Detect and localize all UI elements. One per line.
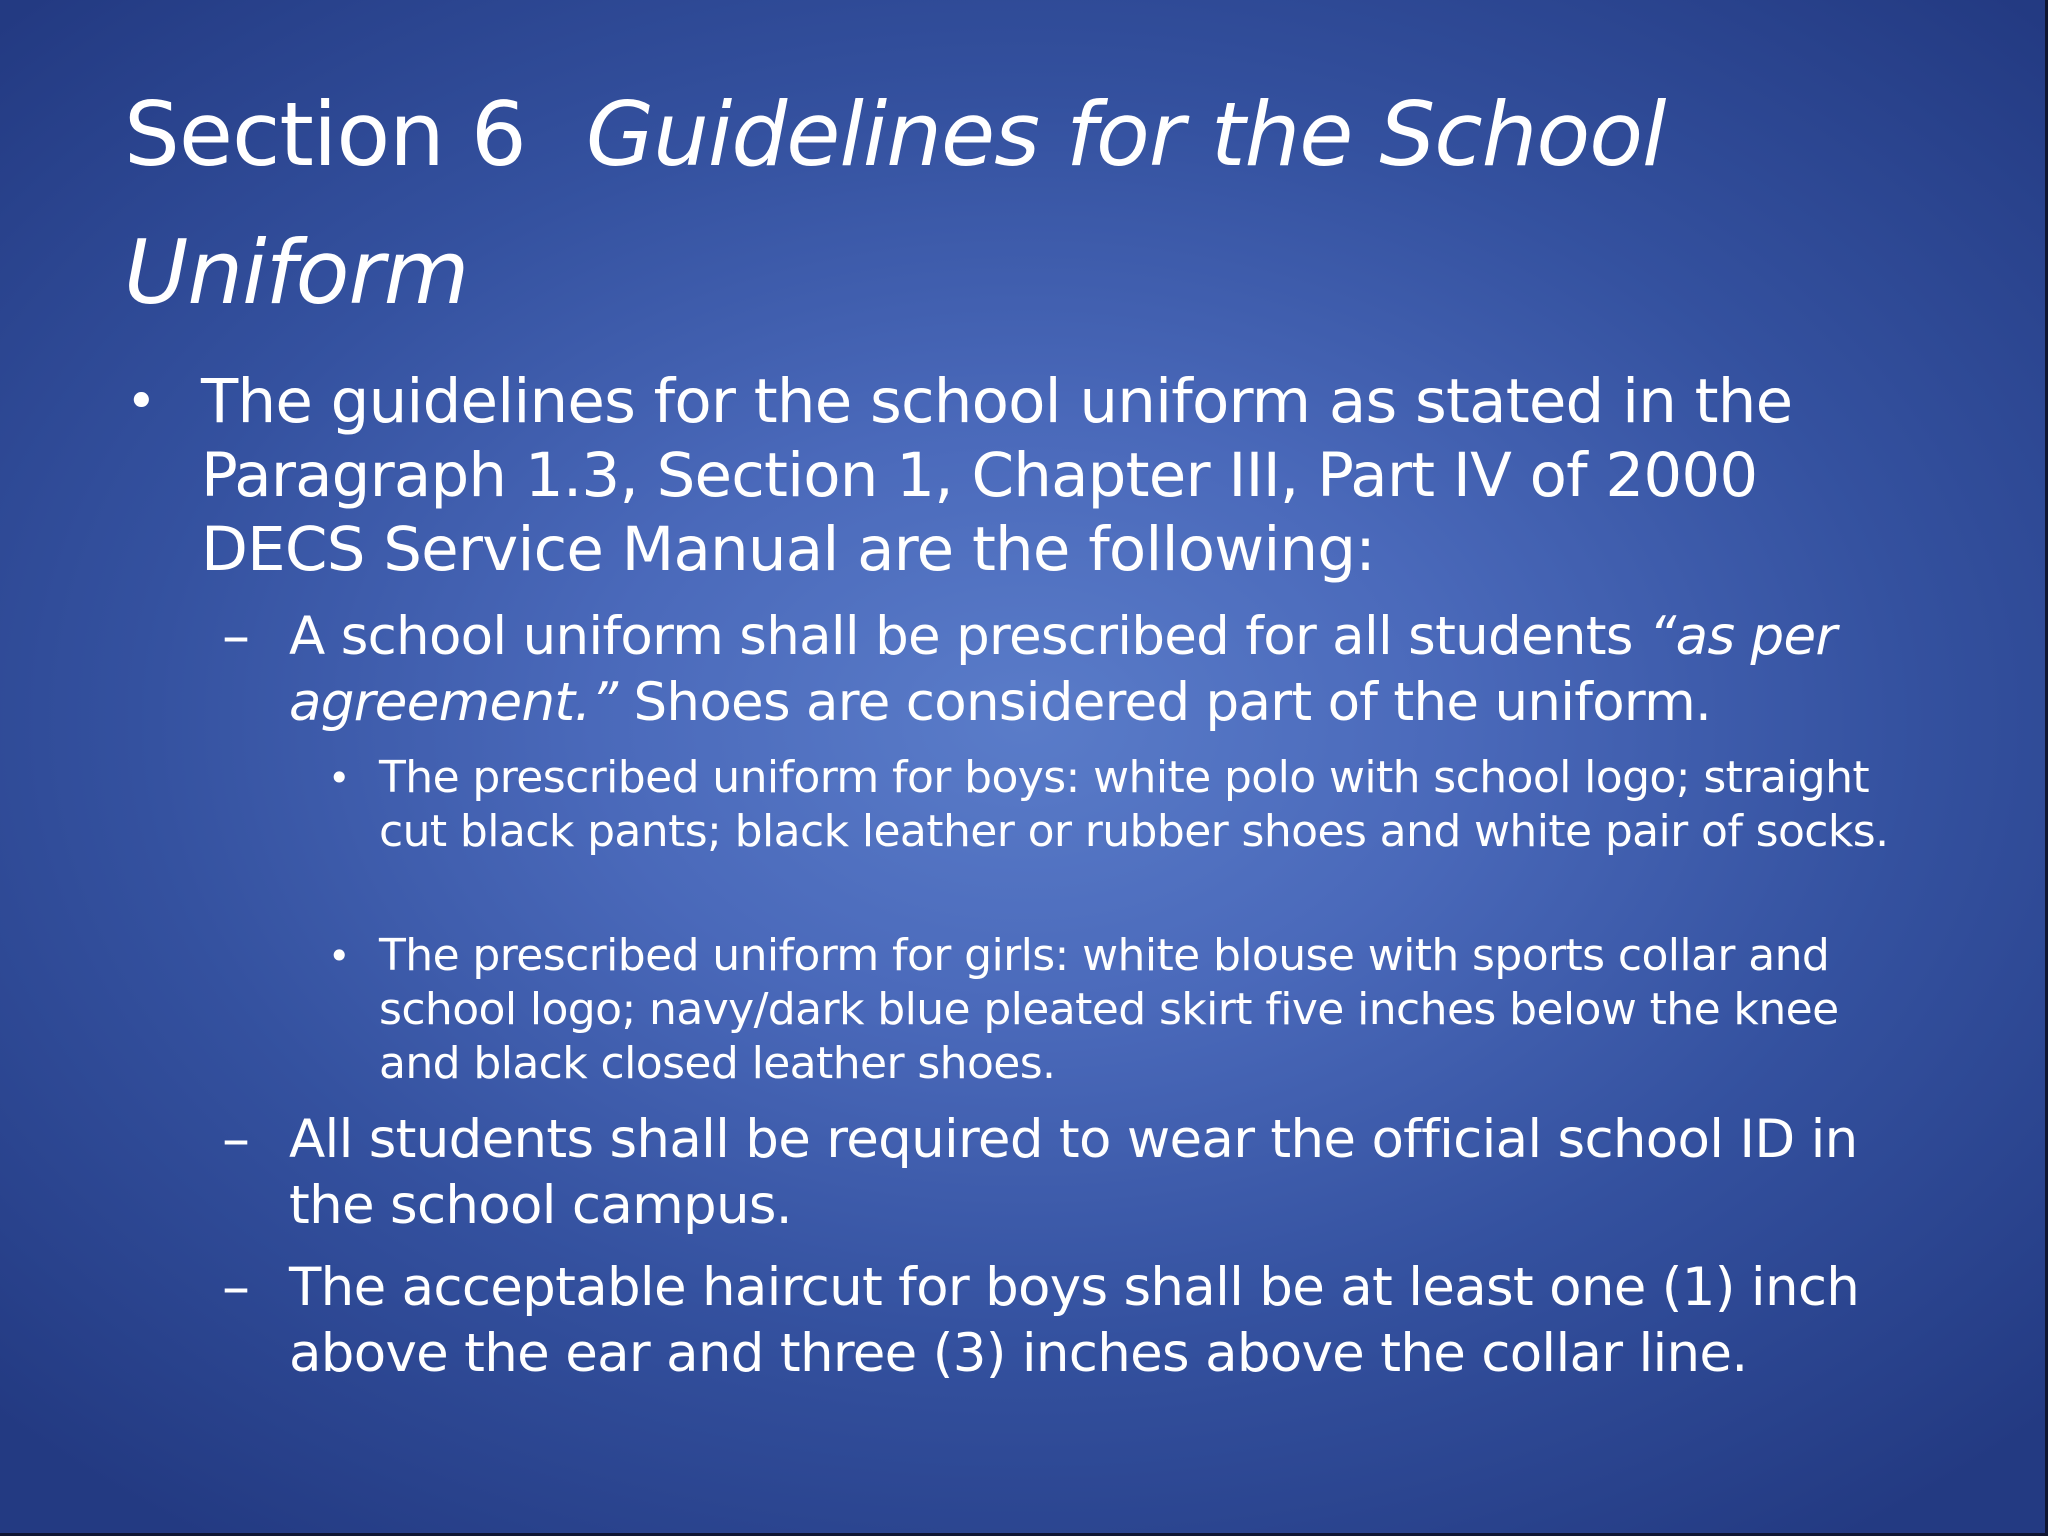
bullet-dot: • — [328, 756, 351, 800]
title-italic-second: Uniform — [124, 221, 469, 324]
sub-sub-text-boys: The prescribed uniform for boys: white polo with school logo; straight cut black pants; black leather or rubber shoes and white pair of socks. — [379, 752, 1889, 857]
sub-text-school-id: All students shall be required to wear the official school ID in the school campus. — [289, 1109, 1858, 1236]
sub-sub-item-boys — [328, 751, 1928, 859]
sub-item-uniform-prescribed — [222, 604, 1942, 736]
dash-glyph: – — [222, 604, 250, 669]
bullet-text-guidelines: The guidelines for the school uniform as stated in the Paragraph 1.3, Section 1, Chapter III, Part IV of 2000 DECS Service Manual are the following: — [201, 366, 1793, 585]
sub-text-haircut: The acceptable haircut for boys shall be at least one (1) inch above the ear and three (3) inches above the collar line. — [289, 1257, 1860, 1384]
sub-text-uniform-prescribed — [289, 604, 1942, 736]
title-italic-first: Guidelines for the School — [585, 83, 1666, 186]
sub-item-haircut — [222, 1255, 1942, 1387]
sub-text-before: A school uniform shall be prescribed for all students — [289, 606, 1649, 667]
title-section-label: Section 6 — [124, 83, 526, 186]
sub-text-italic-quote: “as per agreement.” — [289, 606, 1837, 733]
sub-sub-item-girls — [328, 929, 1928, 1091]
dash-glyph: – — [222, 1255, 250, 1320]
sub-sub-text-girls: The prescribed uniform for girls: white blouse with sports collar and school logo; navy/dark blue pleated skirt five inches below the knee and black closed leather shoes. — [379, 930, 1839, 1089]
sub-item-school-id — [222, 1107, 1942, 1239]
dash-glyph: – — [222, 1107, 250, 1172]
bullet-item-guidelines — [126, 365, 1926, 587]
bullet-dot: • — [126, 372, 157, 432]
bullet-dot: • — [328, 934, 351, 978]
slide-title — [124, 66, 1924, 342]
sub-text-after: Shoes are considered part of the uniform. — [617, 672, 1712, 733]
